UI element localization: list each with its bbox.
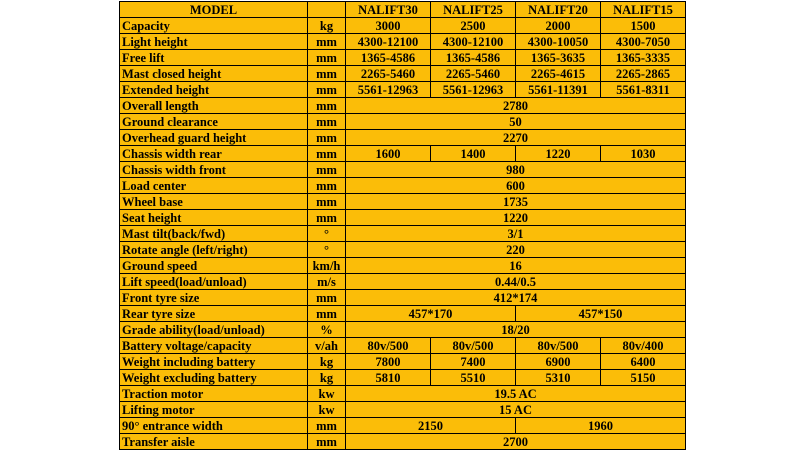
spec-label-cell: Lifting motor bbox=[120, 402, 308, 418]
spec-value-cell: 5561-8311 bbox=[601, 82, 686, 98]
spec-value-cell: 2265-2865 bbox=[601, 66, 686, 82]
spec-value-cell: 2500 bbox=[431, 18, 516, 34]
spec-value-cell: 1220 bbox=[346, 210, 686, 226]
table-header-row bbox=[120, 2, 686, 18]
spec-value-cell: 18/20 bbox=[346, 322, 686, 338]
spec-value-cell: 600 bbox=[346, 178, 686, 194]
table-row bbox=[120, 242, 686, 258]
model-name-cell: NALIFT20 bbox=[516, 2, 601, 18]
spec-label-cell: Free lift bbox=[120, 50, 308, 66]
spec-label-cell: Overall length bbox=[120, 98, 308, 114]
spec-value-cell: 5561-11391 bbox=[516, 82, 601, 98]
spec-value-cell: 0.44/0.5 bbox=[346, 274, 686, 290]
table-row bbox=[120, 370, 686, 386]
spec-unit-cell: mm bbox=[308, 34, 346, 50]
spec-unit-cell: % bbox=[308, 322, 346, 338]
spec-unit-cell: mm bbox=[308, 306, 346, 322]
table-row bbox=[120, 162, 686, 178]
spec-value-cell: 2265-5460 bbox=[431, 66, 516, 82]
spec-value-cell: 220 bbox=[346, 242, 686, 258]
spec-unit-cell: kw bbox=[308, 402, 346, 418]
spec-value-cell: 1500 bbox=[601, 18, 686, 34]
unit-header-cell bbox=[308, 2, 346, 18]
spec-value-cell: 1400 bbox=[431, 146, 516, 162]
spec-label-cell: Seat height bbox=[120, 210, 308, 226]
spec-value-cell: 5810 bbox=[346, 370, 431, 386]
spec-value-cell: 3/1 bbox=[346, 226, 686, 242]
spec-value-cell: 7800 bbox=[346, 354, 431, 370]
spec-value-cell: 16 bbox=[346, 258, 686, 274]
spec-value-cell: 1365-3635 bbox=[516, 50, 601, 66]
table-row bbox=[120, 226, 686, 242]
spec-value-cell: 80v/400 bbox=[601, 338, 686, 354]
spec-value-cell: 4300-12100 bbox=[346, 34, 431, 50]
spec-unit-cell: mm bbox=[308, 146, 346, 162]
spec-unit-cell: km/h bbox=[308, 258, 346, 274]
table-row bbox=[120, 50, 686, 66]
spec-table-body bbox=[120, 2, 686, 450]
table-row bbox=[120, 402, 686, 418]
spec-value-cell: 5150 bbox=[601, 370, 686, 386]
spec-value-cell: 2150 bbox=[346, 418, 516, 434]
spec-label-cell: 90° entrance width bbox=[120, 418, 308, 434]
model-header-cell: MODEL bbox=[120, 2, 308, 18]
spec-value-cell: 80v/500 bbox=[431, 338, 516, 354]
table-row bbox=[120, 418, 686, 434]
model-name-cell: NALIFT25 bbox=[431, 2, 516, 18]
spec-value-cell: 1030 bbox=[601, 146, 686, 162]
table-row bbox=[120, 386, 686, 402]
spec-value-cell: 1735 bbox=[346, 194, 686, 210]
spec-unit-cell: mm bbox=[308, 98, 346, 114]
spec-value-cell: 2270 bbox=[346, 130, 686, 146]
spec-label-cell: Front tyre size bbox=[120, 290, 308, 306]
spec-unit-cell: mm bbox=[308, 66, 346, 82]
spec-label-cell: Overhead guard height bbox=[120, 130, 308, 146]
spec-unit-cell: kg bbox=[308, 18, 346, 34]
spec-value-cell: 1220 bbox=[516, 146, 601, 162]
spec-label-cell: Chassis width rear bbox=[120, 146, 308, 162]
spec-value-cell: 457*170 bbox=[346, 306, 516, 322]
spec-value-cell: 5310 bbox=[516, 370, 601, 386]
spec-value-cell: 15 AC bbox=[346, 402, 686, 418]
spec-value-cell: 5561-12963 bbox=[431, 82, 516, 98]
table-row bbox=[120, 194, 686, 210]
spec-value-cell: 2000 bbox=[516, 18, 601, 34]
table-row bbox=[120, 34, 686, 50]
spec-unit-cell: mm bbox=[308, 194, 346, 210]
spec-value-cell: 1600 bbox=[346, 146, 431, 162]
spec-unit-cell: mm bbox=[308, 434, 346, 450]
table-row bbox=[120, 178, 686, 194]
spec-value-cell: 2265-5460 bbox=[346, 66, 431, 82]
spec-label-cell: Mast closed height bbox=[120, 66, 308, 82]
spec-value-cell: 6400 bbox=[601, 354, 686, 370]
spec-unit-cell: mm bbox=[308, 50, 346, 66]
spec-value-cell: 2700 bbox=[346, 434, 686, 450]
model-name-cell: NALIFT30 bbox=[346, 2, 431, 18]
table-row bbox=[120, 146, 686, 162]
spec-unit-cell: kg bbox=[308, 370, 346, 386]
spec-unit-cell: mm bbox=[308, 114, 346, 130]
spec-label-cell: Load center bbox=[120, 178, 308, 194]
spec-label-cell: Chassis width front bbox=[120, 162, 308, 178]
spec-unit-cell: mm bbox=[308, 178, 346, 194]
table-row bbox=[120, 274, 686, 290]
spec-unit-cell: mm bbox=[308, 162, 346, 178]
spec-label-cell: Capacity bbox=[120, 18, 308, 34]
spec-unit-cell: m/s bbox=[308, 274, 346, 290]
spec-label-cell: Ground speed bbox=[120, 258, 308, 274]
spec-table bbox=[119, 1, 686, 450]
spec-unit-cell: ° bbox=[308, 226, 346, 242]
spec-value-cell: 457*150 bbox=[516, 306, 686, 322]
spec-label-cell: Traction motor bbox=[120, 386, 308, 402]
spec-value-cell: 2265-4615 bbox=[516, 66, 601, 82]
spec-label-cell: Battery voltage/capacity bbox=[120, 338, 308, 354]
table-row bbox=[120, 258, 686, 274]
spec-unit-cell: ° bbox=[308, 242, 346, 258]
spec-value-cell: 80v/500 bbox=[516, 338, 601, 354]
spec-label-cell: Ground clearance bbox=[120, 114, 308, 130]
spec-unit-cell: kg bbox=[308, 354, 346, 370]
spec-value-cell: 1960 bbox=[516, 418, 686, 434]
table-row bbox=[120, 114, 686, 130]
spec-unit-cell: mm bbox=[308, 210, 346, 226]
table-row bbox=[120, 338, 686, 354]
spec-unit-cell: kw bbox=[308, 386, 346, 402]
spec-unit-cell: mm bbox=[308, 82, 346, 98]
spec-label-cell: Transfer aisle bbox=[120, 434, 308, 450]
spec-value-cell: 19.5 AC bbox=[346, 386, 686, 402]
table-row bbox=[120, 306, 686, 322]
spec-value-cell: 1365-4586 bbox=[431, 50, 516, 66]
spec-unit-cell: mm bbox=[308, 290, 346, 306]
spec-value-cell: 2780 bbox=[346, 98, 686, 114]
table-row bbox=[120, 354, 686, 370]
table-row bbox=[120, 322, 686, 338]
spec-value-cell: 3000 bbox=[346, 18, 431, 34]
table-row bbox=[120, 82, 686, 98]
spec-value-cell: 80v/500 bbox=[346, 338, 431, 354]
table-row bbox=[120, 210, 686, 226]
spec-value-cell: 4300-10050 bbox=[516, 34, 601, 50]
spec-value-cell: 4300-12100 bbox=[431, 34, 516, 50]
spec-value-cell: 1365-4586 bbox=[346, 50, 431, 66]
spec-value-cell: 5510 bbox=[431, 370, 516, 386]
spec-label-cell: Weight including battery bbox=[120, 354, 308, 370]
spec-label-cell: Extended height bbox=[120, 82, 308, 98]
spec-value-cell: 412*174 bbox=[346, 290, 686, 306]
spec-unit-cell: v/ah bbox=[308, 338, 346, 354]
spec-label-cell: Rear tyre size bbox=[120, 306, 308, 322]
spec-label-cell: Weight excluding battery bbox=[120, 370, 308, 386]
spec-value-cell: 7400 bbox=[431, 354, 516, 370]
spec-unit-cell: mm bbox=[308, 418, 346, 434]
spec-label-cell: Lift speed(load/unload) bbox=[120, 274, 308, 290]
model-name-cell: NALIFT15 bbox=[601, 2, 686, 18]
table-row bbox=[120, 130, 686, 146]
table-row bbox=[120, 98, 686, 114]
spec-value-cell: 4300-7050 bbox=[601, 34, 686, 50]
spec-value-cell: 50 bbox=[346, 114, 686, 130]
spec-label-cell: Light height bbox=[120, 34, 308, 50]
spec-value-cell: 980 bbox=[346, 162, 686, 178]
spec-value-cell: 5561-12963 bbox=[346, 82, 431, 98]
spec-value-cell: 1365-3335 bbox=[601, 50, 686, 66]
table-row bbox=[120, 290, 686, 306]
spec-unit-cell: mm bbox=[308, 130, 346, 146]
spec-label-cell: Rotate angle (left/right) bbox=[120, 242, 308, 258]
spec-value-cell: 6900 bbox=[516, 354, 601, 370]
table-row bbox=[120, 434, 686, 450]
table-row bbox=[120, 18, 686, 34]
table-row bbox=[120, 66, 686, 82]
spec-label-cell: Mast tilt(back/fwd) bbox=[120, 226, 308, 242]
spec-label-cell: Wheel base bbox=[120, 194, 308, 210]
spec-label-cell: Grade ability(load/unload) bbox=[120, 322, 308, 338]
